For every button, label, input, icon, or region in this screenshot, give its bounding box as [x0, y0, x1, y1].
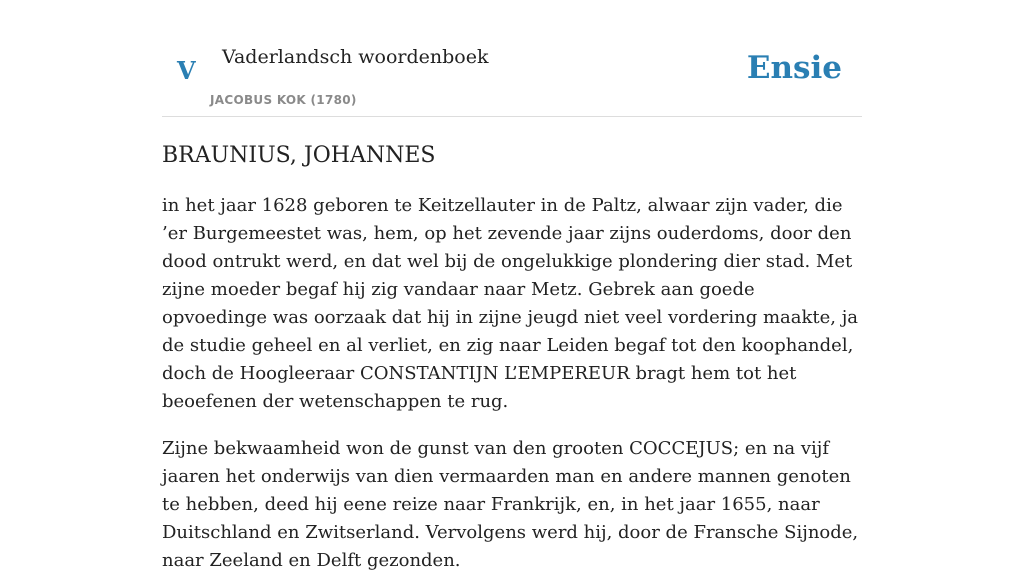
- book-logo-icon[interactable]: V: [177, 56, 196, 85]
- entry-title: BRAUNIUS, JOHANNES: [162, 143, 436, 168]
- entry-paragraph: in het jaar 1628 geboren te Keitzellauter in de Paltz, alwaar zijn vader, die ’er Burgemeestet was, hem, op het zevende jaar zijns ouderdoms, door den dood ontrukt werd, en dat wel bij de ongelukkige plondering dier stad. Met zijne moeder begaf hij zig vandaar naar Metz. Gebrek aan goede opvoedinge was oorzaak dat hij in zijne jeugd niet veel vordering maakte, ja de studie geheel en al verliet, en zig naar Leiden begaf tot den koophandel, doch de Hoogleeraar CONSTANTIJN L’EMPEREUR bragt hem tot het beoefenen der wetenschappen te rug.: [162, 195, 859, 412]
- header: [162, 0, 862, 117]
- page: [162, 0, 862, 575]
- entry-paragraph: Zijne bekwaamheid won de gunst van den grooten COCCEJUS; en na vijf jaaren het onderwijs van dien vermaarden man en andere mannen genoten te hebben, deed hij eene reize naar Frankrijk, en, in het jaar 1655, naar Duitschland en Zwitserland. Vervolgens werd hij, door de Fransche Sijnode, naar Zeeland en Delft gezonden.: [162, 438, 859, 571]
- author-link[interactable]: JACOBUS KOK (1780): [210, 93, 357, 107]
- book-title-link[interactable]: Vaderlandsch woordenboek: [222, 46, 489, 68]
- ensie-logo-link[interactable]: Ensie: [746, 50, 842, 86]
